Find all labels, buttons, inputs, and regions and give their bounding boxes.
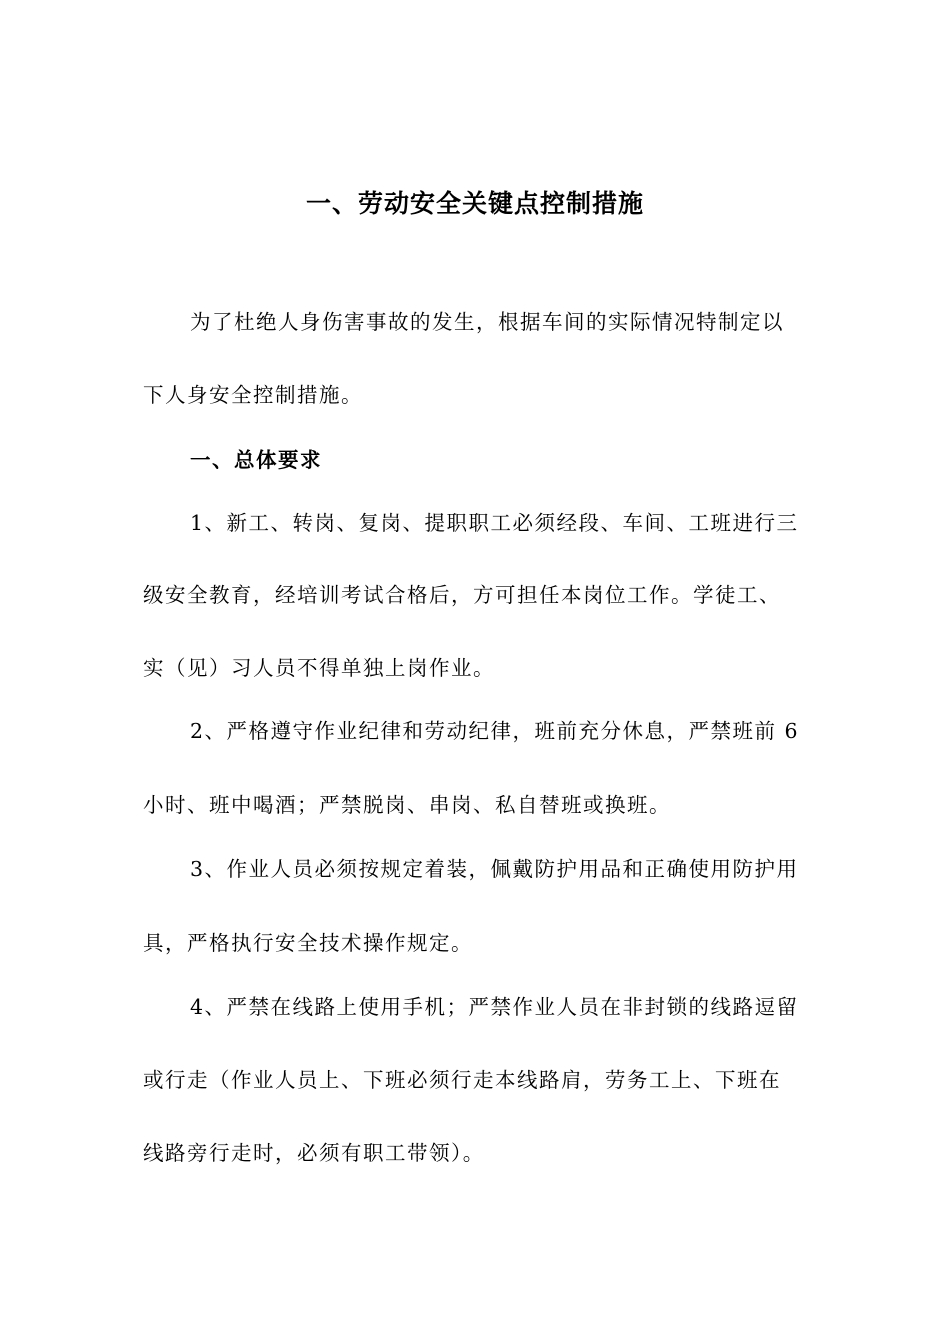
item-4-line-1: 4、严禁在线路上使用手机；严禁作业人员在非封锁的线路逗留 <box>190 995 799 1019</box>
item-1-line-1: 1、新工、转岗、复岗、提职职工必须经段、车间、工班进行三 <box>190 511 799 535</box>
item-4-line-2: 或行走（作业人员上、下班必须行走本线路肩，劳务工上、下班在 <box>143 1068 781 1092</box>
page-title: 一、劳动安全关键点控制措施 <box>305 189 644 218</box>
section-heading: 一、总体要求 <box>190 448 322 472</box>
item-2-line-2: 小时、班中喝酒；严禁脱岗、串岗、私自替班或换班。 <box>143 793 671 817</box>
intro-line-1: 为了杜绝人身伤害事故的发生，根据车间的实际情况特制定以 <box>190 310 784 334</box>
item-3-line-2: 具，严格执行安全技术操作规定。 <box>143 931 473 955</box>
item-1-line-3: 实（见）习人员不得单独上岗作业。 <box>143 656 495 680</box>
item-4-line-3: 线路旁行走时，必须有职工带领）。 <box>143 1141 485 1165</box>
item-3-line-1: 3、作业人员必须按规定着装，佩戴防护用品和正确使用防护用 <box>190 857 799 881</box>
item-2-line-1: 2、严格遵守作业纪律和劳动纪律，班前充分休息，严禁班前 6 <box>190 719 800 743</box>
intro-line-2: 下人身安全控制措施。 <box>143 383 363 407</box>
item-1-line-2: 级安全教育，经培训考试合格后，方可担任本岗位工作。学徒工、 <box>143 583 781 607</box>
